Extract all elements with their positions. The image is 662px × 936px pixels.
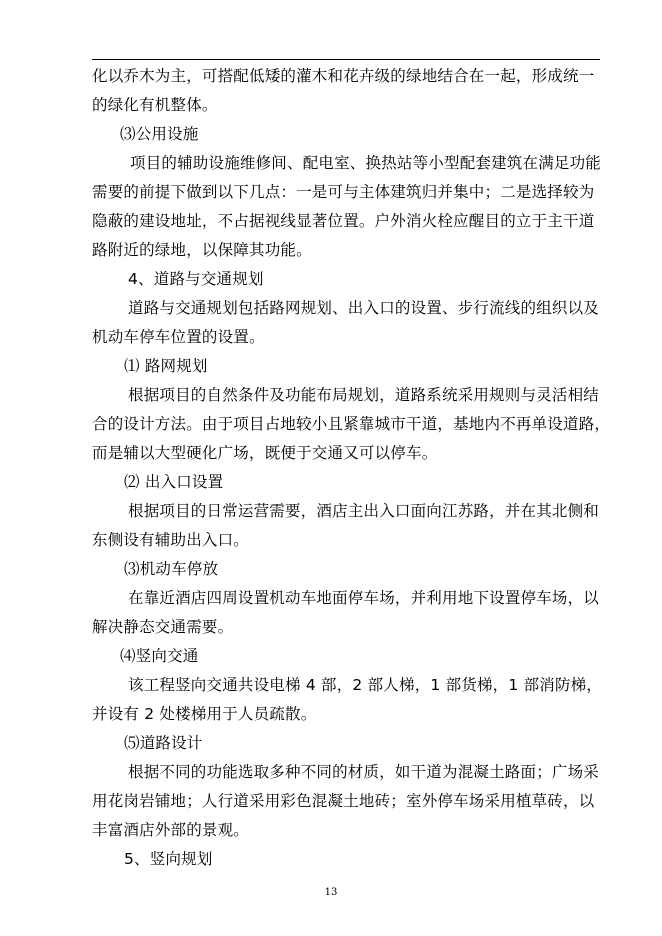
paragraph-line: 化以乔木为主，可搭配低矮的灌木和花卉级的绿地结合在一起，形成统一 [92, 67, 595, 85]
section-heading-entrances: ⑵ 出入口设置 [124, 473, 224, 491]
paragraph-line: 路附近的绿地，以保障其功能。 [92, 241, 312, 259]
paragraph-line: 根据项目的日常运营需要，酒店主出入口面向江苏路，并在其北侧和 [128, 502, 600, 520]
paragraph-line: 丰富酒店外部的景观。 [92, 821, 250, 839]
section-heading-vertical-planning: 5、竖向规划 [124, 850, 213, 868]
paragraph-line: 用花岗岩铺地；人行道采用彩色混凝土地砖；室外停车场采用植草砖，以 [92, 792, 595, 810]
paragraph-line: 隐蔽的建设地址，不占据视线显著位置。户外消火栓应醒目的立于主干道 [92, 212, 595, 230]
paragraph-line: 项目的辅助设施维修间、配电室、换热站等小型配套建筑在满足功能 [130, 154, 602, 172]
paragraph-line: 根据项目的自然条件及功能布局规划，道路系统采用规则与灵活相结 [128, 386, 600, 404]
paragraph-line: 需要的前提下做到以下几点：一是可与主体建筑归并集中；二是选择较为 [92, 183, 595, 201]
paragraph-line: 机动车停车位置的设置。 [92, 328, 265, 346]
section-heading-road-traffic-planning: 4、道路与交通规划 [128, 270, 264, 288]
paragraph-line: 该工程竖向交通共设电梯 4 部，2 部人梯，1 部货梯，1 部消防梯， [128, 676, 603, 694]
page-number: 13 [324, 887, 338, 898]
section-heading-road-network: ⑴ 路网规划 [124, 357, 208, 375]
paragraph-line: 在靠近酒店四周设置机动车地面停车场，并利用地下设置停车场，以 [128, 589, 600, 607]
paragraph-line: 的绿化有机整体。 [92, 96, 218, 114]
paragraph-line: 解决静态交通需要。 [92, 618, 234, 636]
section-heading-public-facilities: ⑶公用设施 [120, 125, 199, 143]
paragraph-line: 合的设计方法。由于项目占地较小且紧靠城市干道，基地内不再单设道路， [92, 415, 611, 433]
header-rule [92, 59, 600, 60]
paragraph-line: 并设有 2 处楼梯用于人员疏散。 [92, 705, 317, 723]
section-heading-vehicle-parking: ⑶机动车停放 [124, 560, 219, 578]
paragraph-line: 根据不同的功能选取多种不同的材质，如干道为混凝土路面；广场采 [128, 763, 600, 781]
paragraph-line: 而是辅以大型硬化广场，既便于交通又可以停车。 [92, 444, 438, 462]
page-body [92, 62, 611, 874]
section-heading-vertical-traffic: ⑷竖向交通 [120, 647, 199, 665]
paragraph-line: 道路与交通规划包括路网规划、出入口的设置、步行流线的组织以及 [128, 299, 600, 317]
paragraph-line: 东侧设有辅助出入口。 [92, 531, 250, 549]
section-heading-road-design: ⑸道路设计 [124, 734, 203, 752]
